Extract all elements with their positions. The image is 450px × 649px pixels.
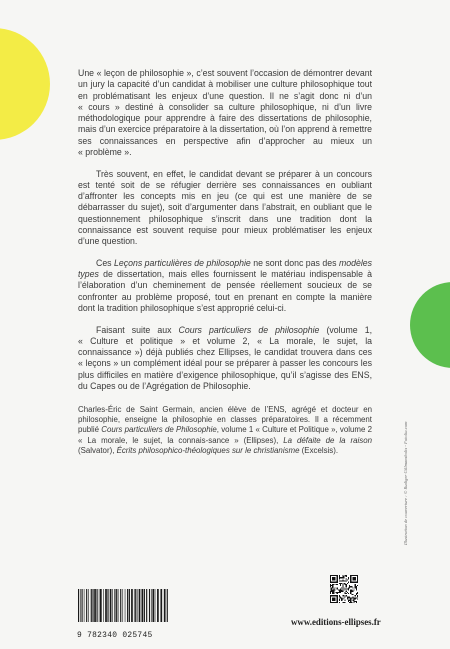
qr-module [333, 584, 334, 585]
qr-module [337, 588, 338, 589]
qr-module [340, 596, 341, 597]
barcode-bar [103, 589, 104, 622]
qr-module [355, 585, 356, 586]
barcode-bar [131, 589, 133, 622]
qr-module [356, 588, 357, 589]
qr-module [331, 588, 332, 589]
summary-paragraph-1: Une « leçon de philosophie », c’est souvent l’occasion de démontrer devant un jury la capacité d’un candidat à mobiliser une culture philosophique tout en problématisant les enjeux d’une question. Il ne s’agit donc ni d’un « cours » destiné à consolider sa culture philosophique, ni d’un livre méthodologique pour apprendre à faire des dissertations de philosophie, mais d’un exercice préparatoire à la dissertation, où l’on apprend à remettre ses connaissances en perspective afin d’approcher au mieux un « problème ». [78, 68, 372, 158]
qr-module [352, 597, 353, 598]
qr-module [339, 575, 340, 576]
qr-module [343, 577, 344, 578]
qr-module [348, 601, 349, 602]
qr-module [345, 600, 346, 601]
qr-module [331, 591, 332, 592]
qr-module [349, 587, 350, 588]
qr-module [345, 602, 346, 603]
qr-module [346, 581, 347, 582]
qr-module [339, 596, 340, 597]
qr-module [346, 591, 347, 592]
barcode-bar [142, 589, 144, 622]
qr-module [350, 590, 351, 591]
barcode-bar [167, 589, 168, 622]
qr-module [351, 586, 352, 587]
qr-module [343, 581, 344, 582]
qr-module [349, 585, 350, 586]
qr-module [348, 596, 349, 597]
qr-module [351, 594, 352, 595]
cover-illustration-credit: Illustration de couverture : © Rudiger Gillmansholts - Fotolia.com [403, 421, 408, 545]
qr-module [341, 600, 342, 601]
qr-module [347, 597, 348, 598]
barcode-bar [107, 589, 108, 622]
qr-module [345, 575, 346, 576]
qr-module [351, 591, 352, 592]
qr-module [342, 595, 343, 596]
qr-module [346, 586, 347, 587]
qr-module [350, 586, 351, 587]
qr-module [343, 576, 344, 577]
qr-module [356, 594, 357, 595]
isbn-number: 9 782340 025745 [77, 631, 153, 640]
back-cover-summary [78, 68, 372, 402]
qr-module [340, 591, 341, 592]
qr-module [357, 585, 358, 586]
qr-module [356, 590, 357, 591]
qr-module [348, 587, 349, 588]
qr-module [341, 577, 342, 578]
qr-module [342, 577, 343, 578]
qr-module [346, 593, 347, 594]
barcode-bar [152, 589, 154, 622]
publisher-website-link[interactable]: www.editions-ellipses.fr [291, 617, 381, 627]
qr-module [339, 592, 340, 593]
barcode-bar [99, 589, 100, 622]
qr-module [330, 591, 331, 592]
qr-module [338, 592, 339, 593]
barcode-bar [118, 589, 119, 622]
barcode-bar [134, 589, 135, 622]
qr-module [342, 588, 343, 589]
qr-module [346, 578, 347, 579]
qr-module [342, 581, 343, 582]
qr-code[interactable] [330, 575, 358, 603]
barcode-bar [144, 589, 145, 622]
qr-module [342, 585, 343, 586]
qr-module [345, 581, 346, 582]
qr-module [339, 599, 340, 600]
qr-module [339, 602, 340, 603]
qr-module [350, 597, 351, 598]
barcode-bar [125, 589, 126, 622]
qr-module [356, 601, 357, 602]
qr-module [339, 595, 340, 596]
qr-module [337, 584, 338, 585]
qr-finder-core [332, 577, 335, 580]
qr-module [333, 588, 334, 589]
qr-module [342, 575, 343, 576]
qr-module [346, 575, 347, 576]
barcode-bar [94, 589, 96, 622]
qr-module [339, 578, 340, 579]
barcode-bar [84, 589, 85, 622]
qr-module [345, 596, 346, 597]
qr-module [333, 591, 334, 592]
qr-module [356, 597, 357, 598]
qr-module [341, 591, 342, 592]
qr-module [334, 587, 335, 588]
qr-module [352, 591, 353, 592]
qr-module [332, 586, 333, 587]
qr-finder-core [352, 577, 355, 580]
barcode-bar [92, 589, 93, 622]
qr-module [339, 600, 340, 601]
barcode-bar [91, 589, 92, 622]
qr-module [330, 592, 331, 593]
qr-module [339, 583, 340, 584]
qr-module [348, 600, 349, 601]
qr-module [350, 593, 351, 594]
qr-module [350, 591, 351, 592]
qr-module [332, 585, 333, 586]
qr-module [355, 587, 356, 588]
barcode-bar [88, 589, 89, 622]
qr-module [345, 584, 346, 585]
qr-module [332, 590, 333, 591]
barcode-bar [110, 589, 112, 622]
qr-module [348, 593, 349, 594]
barcode-bar [155, 589, 156, 622]
qr-module [340, 583, 341, 584]
qr-module [331, 590, 332, 591]
qr-module [340, 590, 341, 591]
qr-module [357, 595, 358, 596]
qr-module [354, 599, 355, 600]
qr-module [330, 584, 331, 585]
qr-module [340, 592, 341, 593]
qr-module [340, 577, 341, 578]
qr-module [343, 583, 344, 584]
qr-module [339, 576, 340, 577]
qr-module [345, 583, 346, 584]
qr-module [348, 577, 349, 578]
qr-module [356, 602, 357, 603]
qr-module [354, 602, 355, 603]
qr-module [350, 600, 351, 601]
qr-module [340, 581, 341, 582]
qr-module [354, 590, 355, 591]
qr-module [354, 597, 355, 598]
qr-module [349, 602, 350, 603]
qr-module [352, 594, 353, 595]
barcode-bar [164, 589, 166, 622]
qr-module [339, 590, 340, 591]
qr-module [341, 597, 342, 598]
barcode-bar [105, 589, 107, 622]
qr-module [341, 590, 342, 591]
qr-module [354, 600, 355, 601]
qr-module [356, 586, 357, 587]
qr-module [333, 592, 334, 593]
barcode-bar [151, 589, 152, 622]
qr-module [333, 590, 334, 591]
qr-module [349, 596, 350, 597]
barcode-bar [114, 589, 115, 622]
qr-module [355, 601, 356, 602]
barcode-bar [112, 589, 113, 622]
qr-module [340, 584, 341, 585]
qr-module [352, 600, 353, 601]
qr-module [331, 587, 332, 588]
qr-module [355, 595, 356, 596]
qr-module [348, 588, 349, 589]
qr-module [348, 597, 349, 598]
qr-module [345, 592, 346, 593]
qr-module [351, 590, 352, 591]
qr-module [342, 576, 343, 577]
qr-module [332, 593, 333, 594]
qr-module [336, 584, 337, 585]
qr-module [348, 590, 349, 591]
qr-module [356, 593, 357, 594]
qr-module [330, 586, 331, 587]
qr-module [332, 592, 333, 593]
barcode-bar [146, 589, 147, 622]
qr-module [342, 599, 343, 600]
barcode-bar [127, 589, 128, 622]
qr-module [330, 593, 331, 594]
qr-module [342, 591, 343, 592]
qr-module [356, 587, 357, 588]
qr-module [334, 590, 335, 591]
qr-module [348, 578, 349, 579]
barcode-bar [120, 589, 121, 622]
qr-module [340, 585, 341, 586]
qr-module [343, 590, 344, 591]
qr-module [357, 596, 358, 597]
barcode-bar [157, 589, 159, 622]
qr-module [342, 586, 343, 587]
barcode-bar [86, 589, 87, 622]
qr-module [341, 599, 342, 600]
qr-module [347, 596, 348, 597]
qr-module [346, 588, 347, 589]
qr-module [354, 601, 355, 602]
qr-module [341, 581, 342, 582]
qr-module [342, 602, 343, 603]
barcode-bar [135, 589, 136, 622]
qr-module [337, 592, 338, 593]
summary-paragraph-4: Faisant suite aux Cours particuliers de philosophie (volume 1, « Culture et politique » et volume 2, « La morale, le sujet, la connaissance ») déjà publiés chez Ellipses, le candidat trouvera dans ces « leçons » un complément idéal pour se préparer à passer les concours les plus difficiles en matière d’exigence philosophique, qu’il s’agisse des ENS, du Capes ou de l’Agrégation de Philosophie. [78, 324, 372, 391]
decorative-yellow-circle [0, 28, 50, 140]
isbn-barcode [77, 589, 170, 622]
barcode-bar [80, 589, 81, 622]
qr-module [332, 591, 333, 592]
qr-module [347, 579, 348, 580]
qr-module [341, 587, 342, 588]
qr-module [343, 597, 344, 598]
qr-module [355, 586, 356, 587]
qr-module [347, 588, 348, 589]
qr-module [332, 587, 333, 588]
qr-module [351, 602, 352, 603]
qr-module [349, 586, 350, 587]
qr-module [350, 599, 351, 600]
qr-module [342, 579, 343, 580]
barcode-bar [139, 589, 141, 622]
qr-module [351, 597, 352, 598]
qr-module [350, 601, 351, 602]
barcode-bar [149, 589, 150, 622]
barcode-bar [97, 589, 98, 622]
qr-module [343, 587, 344, 588]
qr-module [349, 600, 350, 601]
qr-module [331, 585, 332, 586]
qr-module [339, 577, 340, 578]
barcode-bar [78, 589, 79, 622]
qr-module [332, 584, 333, 585]
qr-module [338, 590, 339, 591]
decorative-green-circle [410, 282, 450, 368]
qr-module [346, 585, 347, 586]
summary-paragraph-2: Très souvent, en effet, le candidat devant se préparer à un concours est tenté soit de se réfugier derrière ses connaissances en oubliant d’affronter les concepts mis en jeu (ce qui est une manière de se débarrasser du sujet), soit d’argumenter dans l’abstrait, en oubliant que le questionnement philosophique s’inscrit dans une tradition dont la connaissance est souvent requise pour mieux problématiser les enjeux d’une question. [78, 168, 372, 247]
barcode-bar [137, 589, 138, 622]
qr-module [352, 587, 353, 588]
author-bio: Charles-Éric de Saint Germain, ancien élève de l’ENS, agrégé et docteur en philosophie, enseigne la philosophie en classes préparatoires. Il a récemment publié Cours particuliers de Philosophie, volume 1 « Culture et Politique », volume 2 « La morale, le sujet, la connais-sance » (Ellipses), La défaite de la raison (Salvator), Écrits philosophico-théologiques sur le christianisme (Excelsis). [78, 405, 372, 455]
qr-module [355, 599, 356, 600]
qr-module [347, 592, 348, 593]
barcode-bar [129, 589, 130, 622]
qr-module [346, 576, 347, 577]
qr-module [337, 587, 338, 588]
qr-module [355, 597, 356, 598]
summary-paragraph-3: Ces Leçons particulières de philosophie ne sont donc pas des modèles types de dissertation, mais elles fournissent le matériau indispensable à l’élaboration d’un cheminement de pensée réellement soucieux de se confronter au problème proposé, tout en prenant en compte la manière dont la tradition philosophique s’est approprié celui-ci. [78, 257, 373, 314]
qr-module [345, 588, 346, 589]
barcode-bar [160, 589, 162, 622]
qr-module [330, 585, 331, 586]
qr-module [345, 593, 346, 594]
barcode-bar [116, 589, 117, 622]
qr-module [346, 595, 347, 596]
qr-module [343, 602, 344, 603]
qr-finder-core [332, 597, 335, 600]
qr-module [340, 597, 341, 598]
qr-module [340, 588, 341, 589]
qr-module [348, 582, 349, 583]
qr-module [346, 584, 347, 585]
qr-module [341, 583, 342, 584]
qr-module [337, 593, 338, 594]
qr-module [349, 597, 350, 598]
qr-module [355, 584, 356, 585]
qr-module [357, 599, 358, 600]
qr-module [352, 596, 353, 597]
barcode-bar [100, 589, 102, 622]
qr-module [339, 581, 340, 582]
qr-module [336, 592, 337, 593]
barcode-bar [82, 589, 83, 622]
qr-module [339, 591, 340, 592]
qr-module [342, 584, 343, 585]
qr-module [350, 592, 351, 593]
barcode-bar [122, 589, 123, 622]
qr-module [333, 593, 334, 594]
qr-module [357, 593, 358, 594]
qr-module [347, 583, 348, 584]
qr-module [330, 588, 331, 589]
qr-module [343, 595, 344, 596]
qr-module [357, 592, 358, 593]
qr-module [347, 599, 348, 600]
qr-module [350, 602, 351, 603]
